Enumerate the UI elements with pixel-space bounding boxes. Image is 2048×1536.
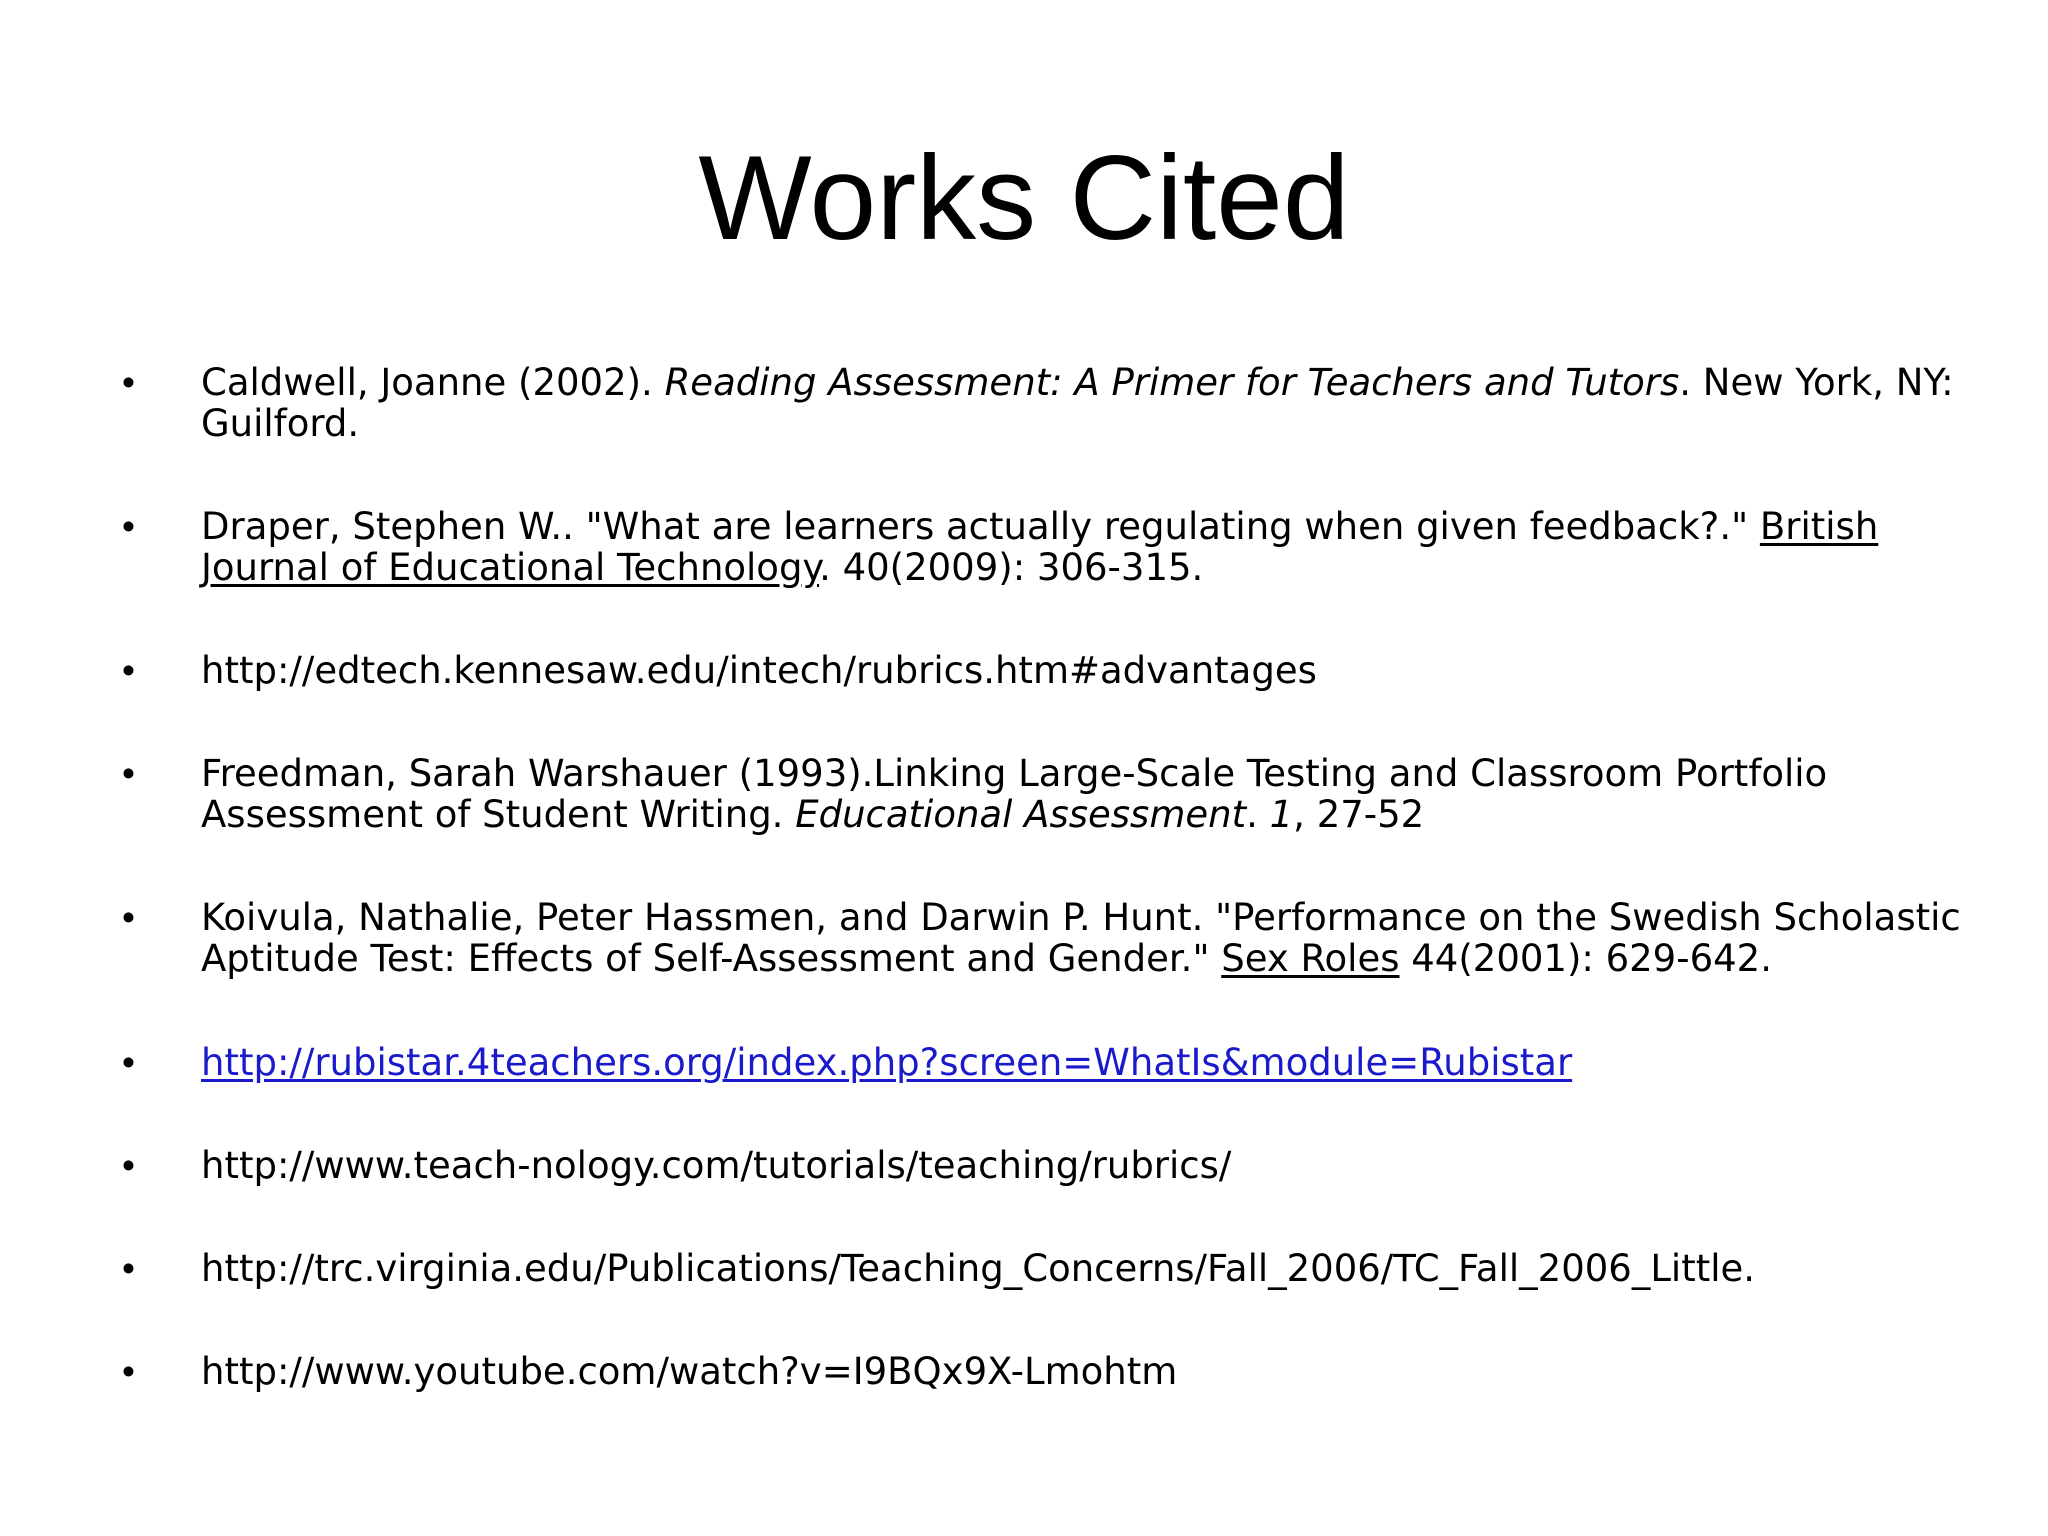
citation-separator: . [1246,793,1270,836]
citation-text [201,362,1961,444]
citation-text: http://www.teach-nology.com/tutorials/teaching/rubrics/ [201,1144,1232,1187]
citation-volume: 44(2001): 629-642. [1399,937,1772,980]
citation-text [201,1042,1961,1083]
citation-text [201,506,1961,588]
bullet-icon: • [122,506,135,547]
bullet-icon: • [122,362,135,403]
citation-volume: 1 [1269,793,1294,836]
citation-publisher: . New York, NY: Guilford. [201,361,1954,445]
bullet-icon: • [122,753,135,794]
citation-book-title: Reading Assessment: A Primer for Teachers and Tutors [664,361,1680,404]
citation-author: Koivula, Nathalie, Peter Hassmen, and Darwin P. Hunt. "Performance on the Swedish Scholastic Aptitude Test: Effects of Self-Assessment and Gender." [201,896,1961,980]
rubistar-link[interactable]: http://rubistar.4teachers.org/index.php?screen=WhatIs&module=Rubistar [201,1041,1573,1084]
citation-text: http://edtech.kennesaw.edu/intech/rubrics.htm#advantages [201,649,1317,692]
citation-author: Caldwell, Joanne (2002). [201,361,665,404]
citation-volume: . 40(2009): 306-315. [819,546,1204,589]
bullet-icon: • [122,650,135,691]
citation-text: http://trc.virginia.edu/Publications/Teaching_Concerns/Fall_2006/TC_Fall_2006_Little. [201,1247,1756,1290]
citation-text [201,753,1961,835]
citation-text [201,897,1961,979]
bullet-icon: • [122,897,135,938]
bullet-icon: • [122,1145,135,1186]
citation-journal: Sex Roles [1221,937,1400,980]
bullet-icon: • [122,1248,135,1289]
bullet-icon: • [122,1042,135,1083]
bullet-icon: • [122,1351,135,1392]
citation-journal: Educational Assessment [795,793,1247,836]
citation-text: http://www.youtube.com/watch?v=I9BQx9X-Lmohtm [201,1350,1178,1393]
slide-title: Works Cited [698,131,1350,265]
citation-pages: , 27-52 [1293,793,1425,836]
citation-author: Draper, Stephen W.. "What are learners actually regulating when given feedback?." [201,505,1760,548]
citation-journal: British Journal of Educational Technology [201,505,1879,589]
citation-author: Freedman, Sarah Warshauer (1993).Linking Large-Scale Testing and Classroom Portfolio Assessment of Student Writing. [201,752,1828,836]
